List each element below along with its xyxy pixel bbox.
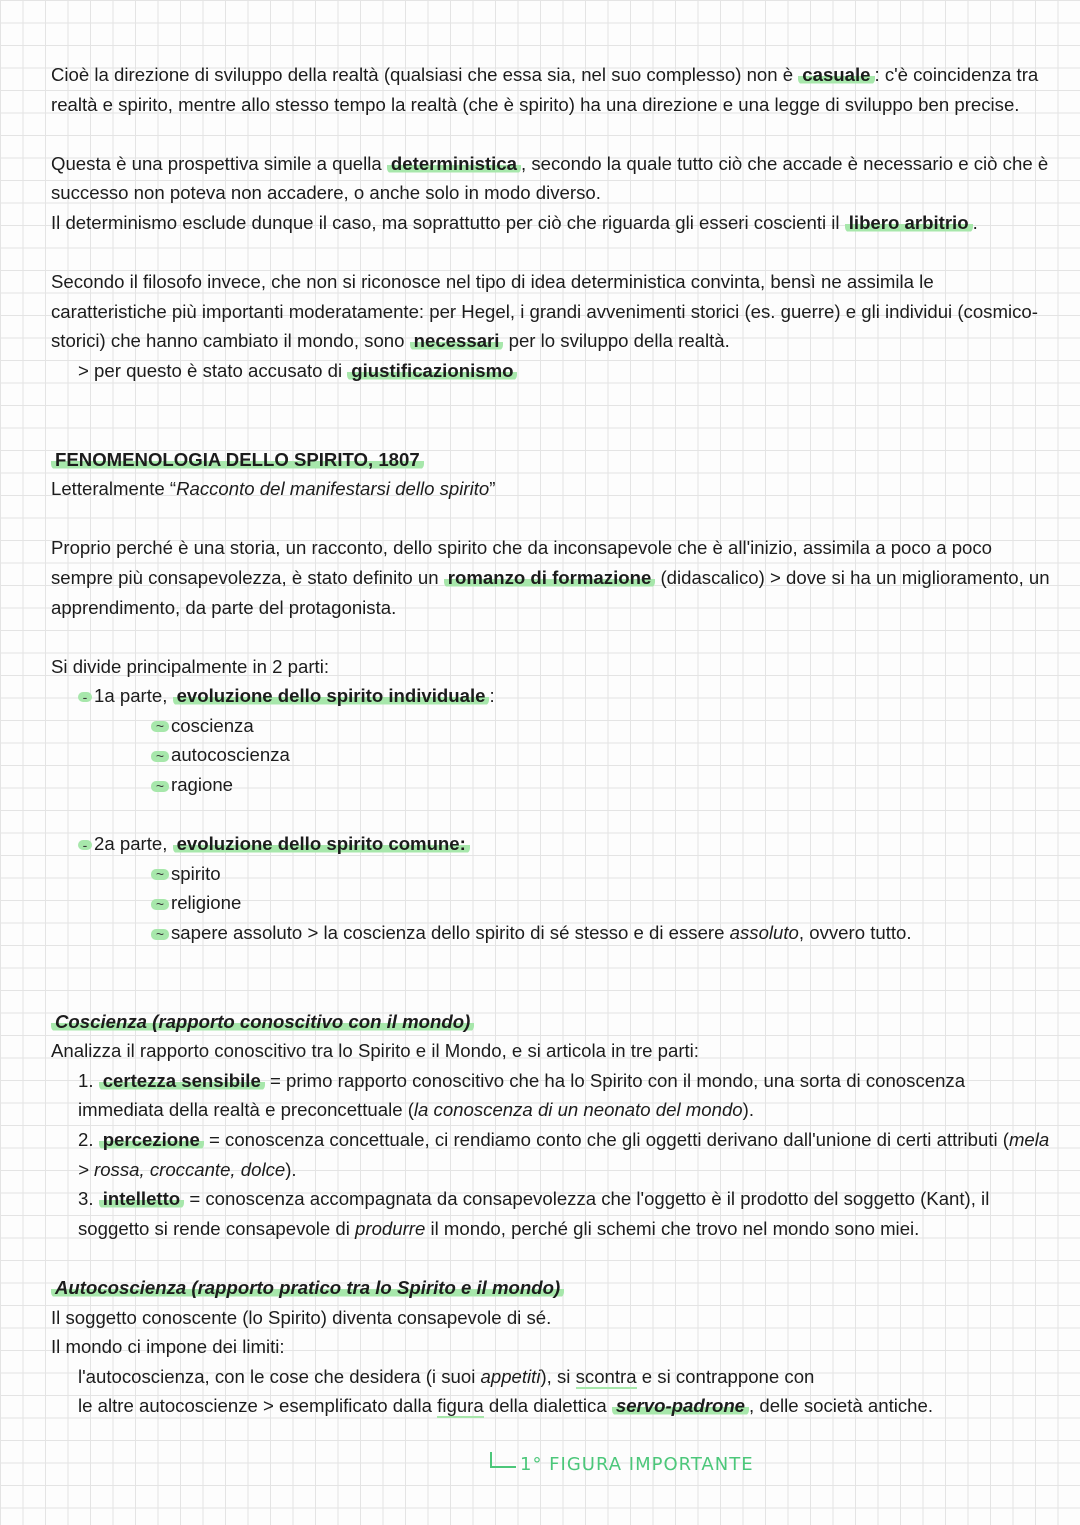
paragraph-giustificazionismo: > per questo è stato accusato di giustificazionismo	[51, 356, 1051, 386]
list-item: ~ ragione	[51, 770, 1051, 800]
handwritten-note: 1° FIGURA IMPORTANTE	[490, 1450, 754, 1480]
paragraph-hegel: Secondo il filosofo invece, che non si riconosce nel tipo di idea deterministica convinta, bensì ne assimila le caratteristiche più importanti moderatamente: per Hegel, i grandi avvenimenti storici (es. guerre) e gli individui (cosmico-storici) che hanno cambiato il mondo, sono necessari per lo sviluppo della realtà.	[51, 271, 1038, 352]
section-title-autocoscienza: Autocoscienza (rapporto pratico tra lo Spirito e il mondo)	[51, 1273, 1051, 1303]
list-item: ~ autocoscienza	[51, 740, 1051, 770]
list-item: ~ religione	[51, 888, 1051, 918]
tilde-bullet-icon: ~	[151, 869, 169, 880]
coscienza-intro: Analizza il rapporto conoscitivo tra lo Spirito e il Mondo, e si articola in tre parti:	[51, 1040, 699, 1062]
list-item-part1: - 1a parte, evoluzione dello spirito individuale :	[51, 681, 1051, 711]
tilde-bullet-icon: ~	[151, 929, 169, 940]
paragraph-determinismo: Il determinismo esclude dunque il caso, ma soprattutto per ciò che riguarda gli esseri coscienti il libero arbitrio .	[51, 211, 978, 233]
tilde-bullet-icon: ~	[151, 899, 169, 910]
list-item-certezza: 1. certezza sensibile = primo rapporto conoscitivo che ha lo Spirito con il mondo, una sorta di conoscenza immediata della realtà e preconcettuale (la conoscenza di un neonato del mondo).	[78, 1069, 966, 1121]
paragraph-romanzo: Proprio perché è una storia, un racconto, dello spirito che da inconsapevole che è all'inizio, assimila a poco a poco sempre più consapevolezza, è stato definito un romanzo di formazione (didascalico) > dove si ha un miglioramento, un apprendimento, da parte del protagonista.	[51, 537, 1050, 618]
list-item-intelletto: 3. intelletto = conoscenza accompagnata da consapevolezza che l'oggetto è il prodotto del soggetto (Kant), il soggetto si rende consapevole di produrre il mondo, perché gli schemi che trovo nel mondo sono miei.	[78, 1188, 990, 1239]
list-item-part2: - 2a parte, evoluzione dello spirito comune:	[51, 829, 1051, 859]
highlight-romanzo-di-formazione: romanzo di formazione	[444, 567, 656, 588]
tilde-bullet-icon: ~	[151, 751, 169, 762]
dash-bullet-icon: -	[78, 840, 92, 850]
tilde-bullet-icon: ~	[151, 781, 169, 792]
parts-intro: Si divide principalmente in 2 parti:	[51, 655, 330, 677]
highlight-necessari: necessari	[410, 330, 504, 351]
paragraph-realta: Cioè la direzione di sviluppo della realtà (qualsiasi che essa sia, nel suo complesso) non è casuale : c'è coincidenza tra realtà e spirito, mentre allo stesso tempo la realtà (che è spirito) ha una direzione e una legge di sviluppo ben precise.	[51, 64, 1039, 115]
list-item: ~ spirito	[51, 859, 1051, 889]
highlight-giustificazionismo: giustificazionismo	[347, 360, 517, 381]
paragraph-letteralmente: Letteralmente “Racconto del manifestarsi dello spirito”	[51, 478, 496, 500]
section-title-coscienza: Coscienza (rapporto conoscitivo con il mondo)	[51, 1007, 1051, 1037]
tilde-bullet-icon: ~	[151, 721, 169, 732]
highlight-casuale: casuale	[798, 64, 874, 85]
autocoscienza-line-2: Il mondo ci impone dei limiti:	[51, 1336, 285, 1358]
highlight-deterministica: deterministica	[387, 153, 521, 174]
list-item: ~ sapere assoluto > la coscienza dello spirito di sé stesso e di essere assoluto, ovvero tutto.	[51, 918, 1051, 948]
autocoscienza-line-3: l'autocoscienza, con le cose che desidera (i suoi appetiti), si scontra e si contrappone con	[78, 1365, 815, 1387]
section-title-fenomenologia: FENOMENOLOGIA DELLO SPIRITO, 1807	[51, 445, 1051, 475]
hooked-arrow-icon	[490, 1452, 516, 1468]
highlight-libero-arbitrio: libero arbitrio	[845, 212, 973, 233]
dash-bullet-icon: -	[78, 692, 92, 702]
paragraph-deterministica: Questa è una prospettiva simile a quella deterministica , secondo la quale tutto ciò che accade è necessario e ciò che è successo non poteva non accadere, o anche solo in modo diverso.	[51, 152, 1049, 204]
autocoscienza-line-1: Il soggetto conoscente (lo Spirito) diventa consapevole di sé.	[51, 1306, 552, 1328]
list-item-percezione: 2. percezione = conoscenza concettuale, ci rendiamo conto che gli oggetti derivano dall'unione di certi attributi (mela > rossa, croccante, dolce).	[78, 1129, 1050, 1180]
autocoscienza-line-4: le altre autocoscienze > esemplificato dalla figura della dialettica servo-padrone , delle società antiche.	[78, 1395, 934, 1417]
notes-page	[51, 60, 1051, 1421]
list-item: ~ coscienza	[51, 711, 1051, 741]
